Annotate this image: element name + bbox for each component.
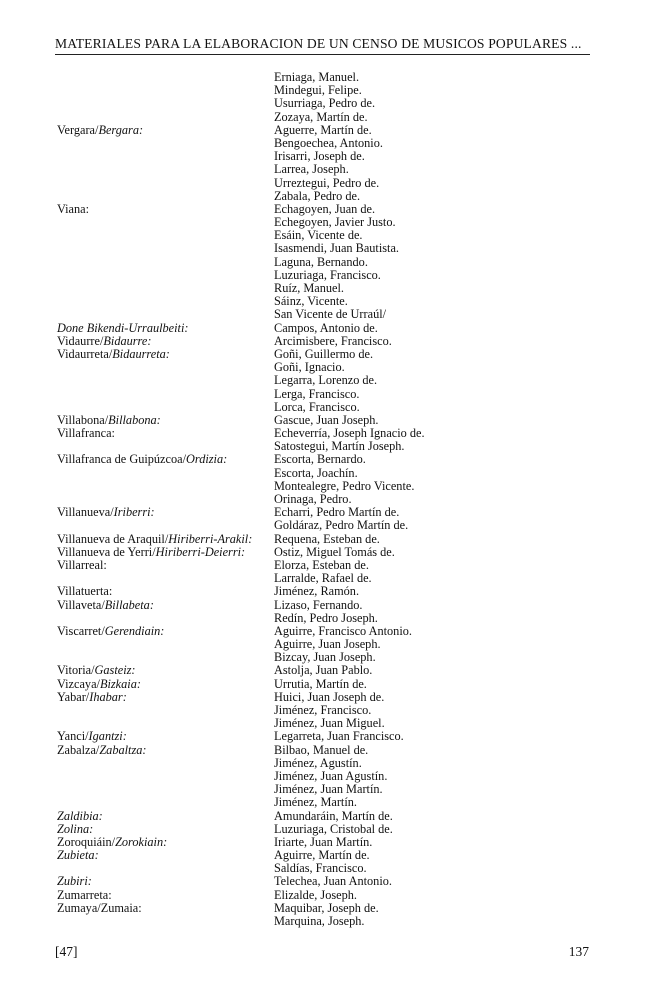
place-name-basque: Igantzi: xyxy=(88,729,127,744)
place-name-basque: Bidaurreta: xyxy=(112,346,170,361)
place-name xyxy=(57,506,155,519)
musician-name: Jiménez, Ramón. xyxy=(274,584,360,599)
musician-name: Montealegre, Pedro Vicente. xyxy=(274,478,415,493)
musician-name: Urrutia, Martín de. xyxy=(274,676,367,691)
musician-name: Sáinz, Vicente. xyxy=(274,294,348,309)
place-name xyxy=(57,744,146,757)
musician-name: Bengoechea, Antonio. xyxy=(274,135,383,150)
list-item xyxy=(0,453,645,466)
musician-name: Goñi, Guillermo de. xyxy=(274,346,374,361)
place-name-spanish: Viana: xyxy=(57,201,90,216)
musician-name: Jiménez, Juan Martín. xyxy=(274,782,383,797)
list-item xyxy=(0,124,645,137)
place-name-spanish: Villafranca: xyxy=(57,426,115,441)
musician-name: Aguerre, Martín de. xyxy=(274,122,372,137)
musician-name: Huici, Juan Joseph de. xyxy=(274,689,385,704)
musician-name: Jiménez, Agustín. xyxy=(274,755,362,770)
place-name-basque: Hiriberri-Arakil: xyxy=(168,531,253,546)
list-item xyxy=(0,599,645,612)
place-name-spanish: Vitoria/ xyxy=(57,663,95,678)
musician-name: Gascue, Juan Joseph. xyxy=(274,412,379,427)
musician-name: Jiménez, Francisco. xyxy=(274,703,372,717)
running-header: MATERIALES PARA LA ELABORACION DE UN CENSO DE MUSICOS POPULARES ... xyxy=(55,36,582,51)
list-item xyxy=(0,757,645,770)
musician-name: Larrea, Joseph. xyxy=(274,162,349,177)
place-name-basque: Hiriberri-Deierri: xyxy=(155,544,246,559)
musician-name: Echeverría, Joseph Ignacio de. xyxy=(274,426,425,441)
musician-name: Lizaso, Fernando. xyxy=(274,597,363,612)
musician-name: Telechea, Juan Antonio. xyxy=(274,874,392,889)
musician-name: Iriarte, Juan Martín. xyxy=(274,834,373,849)
place-name-spanish: Villanueva/ xyxy=(57,505,114,520)
place-name-spanish: Zoroquiáin/ xyxy=(57,834,116,849)
musician-name: Goldáraz, Pedro Martín de. xyxy=(274,518,409,533)
place-name xyxy=(57,203,89,216)
musician-name: Jiménez, Juan Agustín. xyxy=(274,768,388,783)
musician-name: Elizalde, Joseph. xyxy=(274,887,357,902)
musician-name: Usurriaga, Pedro de. xyxy=(274,96,376,111)
musician-name: Maquibar, Joseph de. xyxy=(274,900,379,915)
musician-name: Mindegui, Felipe. xyxy=(274,83,362,98)
place-name xyxy=(57,691,127,704)
musician-name: Orinaga, Pedro. xyxy=(274,492,352,506)
place-name-basque: Iriberri: xyxy=(113,505,155,520)
place-name-spanish: Zabalza/ xyxy=(57,742,100,757)
place-name-spanish: Vergara/ xyxy=(57,122,99,137)
list-item xyxy=(0,190,645,203)
place-name-basque: Bergara: xyxy=(98,122,144,137)
footer-page-ref: [47] xyxy=(55,944,78,959)
musician-name: Esáin, Vicente de. xyxy=(274,228,363,243)
place-name-basque: Zubieta: xyxy=(57,848,99,863)
place-name-basque: Zaldibia: xyxy=(57,808,103,823)
place-name-basque: Zolina: xyxy=(57,821,94,836)
place-name-basque: Bidaurre: xyxy=(103,333,152,348)
place-name-basque: Gerendiain: xyxy=(104,623,165,638)
place-name-spanish: Villanueva de Yerri/ xyxy=(57,544,156,559)
list-item xyxy=(0,242,645,255)
musician-name: Zozaya, Martín de. xyxy=(274,109,368,124)
musician-name: Jiménez, Martín. xyxy=(274,795,357,810)
place-name-spanish: Yanci/ xyxy=(57,729,89,744)
list-item xyxy=(0,744,645,757)
musician-name: Ruíz, Manuel. xyxy=(274,281,345,295)
place-name-basque: Billabona: xyxy=(108,412,161,427)
place-name xyxy=(57,453,227,466)
place-name-basque: Gasteiz: xyxy=(94,663,136,678)
place-name-basque: Zorokiain: xyxy=(115,834,168,849)
place-name-spanish: Villafranca de Guipúzcoa/ xyxy=(57,452,186,467)
musician-name: Aguirre, Francisco Antonio. xyxy=(274,623,412,638)
place-name-spanish: Vidaurre/ xyxy=(57,333,104,348)
musician-name: Saldías, Francisco. xyxy=(274,861,367,876)
place-name-basque: Bizkaia: xyxy=(99,676,141,691)
musician-name: Luzuriaga, Francisco. xyxy=(274,267,381,282)
place-name-spanish: Vizcaya/ xyxy=(57,676,100,691)
list-item xyxy=(0,256,645,269)
page-number: 137 xyxy=(568,944,589,959)
musician-name: Irisarri, Joseph de. xyxy=(274,149,365,164)
musician-name: Legarra, Lorenzo de. xyxy=(274,373,378,388)
place-name xyxy=(57,625,164,638)
musician-name: Bilbao, Manuel de. xyxy=(274,742,369,757)
place-name xyxy=(57,902,142,915)
place-name-basque: Zubiri: xyxy=(57,874,92,889)
musician-name: Legarreta, Juan Francisco. xyxy=(274,729,404,744)
musician-list xyxy=(0,71,645,928)
place-name xyxy=(57,348,170,361)
musician-name: Marquina, Joseph. xyxy=(274,914,365,928)
musician-name: Laguna, Bernando. xyxy=(274,254,368,269)
musician-name: Satostegui, Martín Joseph. xyxy=(274,439,405,454)
place-name-spanish: Villabona/ xyxy=(57,412,109,427)
place-name-spanish: Villatuerta: xyxy=(57,584,113,599)
list-item xyxy=(0,163,645,176)
musician-name: Echagoyen, Juan de. xyxy=(274,201,376,216)
place-name-spanish: Villarreal: xyxy=(57,557,107,572)
list-item xyxy=(0,97,645,110)
place-name xyxy=(57,124,143,137)
place-name-spanish: Villaveta/ xyxy=(57,597,105,612)
musician-name: Requena, Esteban de. xyxy=(274,531,380,546)
place-name-spanish: Zumarreta: xyxy=(57,887,112,902)
place-name-spanish: Zumaya/Zumaia: xyxy=(57,900,142,915)
place-name-spanish: Villanueva de Araquil/ xyxy=(57,531,169,546)
place-name xyxy=(57,427,115,440)
musician-name: Aguirre, Juan Joseph. xyxy=(274,637,381,652)
musician-name: Escorta, Joachín. xyxy=(274,465,358,480)
musician-name: Amundaráin, Martín de. xyxy=(274,808,393,823)
place-name-spanish: Yabar/ xyxy=(57,689,90,704)
musician-name: Lerga, Francisco. xyxy=(274,386,360,401)
place-name-basque: Ordizia: xyxy=(186,452,228,467)
list-item xyxy=(0,388,645,401)
place-name-basque: Ihabar: xyxy=(89,689,127,704)
place-name xyxy=(57,849,99,862)
list-item xyxy=(0,810,645,823)
musician-name: Lorca, Francisco. xyxy=(274,399,360,414)
musician-name: Luzuriaga, Cristobal de. xyxy=(274,821,393,836)
musician-name: Zabala, Pedro de. xyxy=(274,188,361,203)
place-name-basque: Billabeta: xyxy=(104,597,154,612)
musician-name: Astolja, Juan Pablo. xyxy=(274,663,373,678)
place-name-spanish: Viscarret/ xyxy=(57,623,105,638)
musician-name: Aguirre, Martín de. xyxy=(274,848,370,863)
list-item xyxy=(0,374,645,387)
musician-name: San Vicente de Urraúl/ xyxy=(274,307,387,322)
musician-name: Isasmendi, Juan Bautista. xyxy=(274,241,399,256)
place-name-basque: Done Bikendi-Urraulbeiti: xyxy=(57,320,189,335)
musician-name: Urreztegui, Pedro de. xyxy=(274,175,380,190)
musician-name: Campos, Antonio de. xyxy=(274,320,378,335)
musician-name: Jiménez, Juan Miguel. xyxy=(274,716,385,731)
musician-name: Bizcay, Juan Joseph. xyxy=(274,650,376,665)
musician-name: Elorza, Esteban de. xyxy=(274,557,369,572)
list-item xyxy=(0,467,645,480)
musician-name: Larralde, Rafael de. xyxy=(274,571,372,586)
musician-name: Escorta, Bernardo. xyxy=(274,452,366,467)
place-name-spanish: Vidaurreta/ xyxy=(57,346,113,361)
list-item xyxy=(0,915,645,928)
musician-name: Echegoyen, Javier Justo. xyxy=(274,215,396,230)
musician-name: Arcimisbere, Francisco. xyxy=(274,333,392,348)
musician-name: Erniaga, Manuel. xyxy=(274,70,360,84)
list-item xyxy=(0,177,645,190)
place-name xyxy=(57,559,107,572)
musician-name: Echarri, Pedro Martín de. xyxy=(274,505,400,520)
place-name xyxy=(57,599,154,612)
musician-name: Goñi, Ignacio. xyxy=(274,360,345,375)
musician-name: Ostiz, Miguel Tomás de. xyxy=(274,544,395,559)
header-rule xyxy=(55,54,590,55)
musician-name: Redín, Pedro Joseph. xyxy=(274,610,378,625)
place-name-basque: Zabaltza: xyxy=(99,742,147,757)
